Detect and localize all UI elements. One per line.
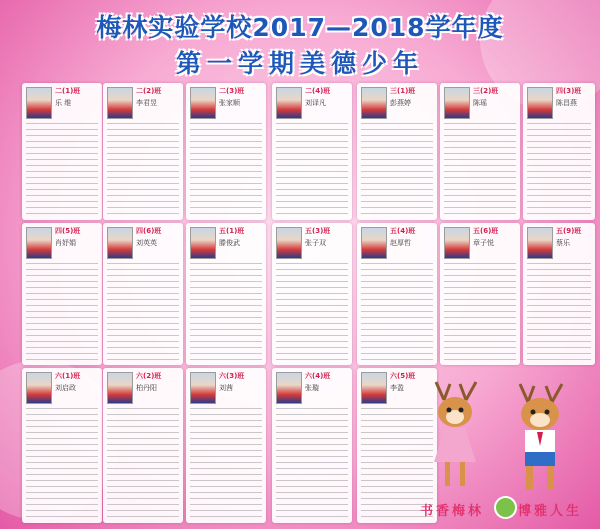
student-card xyxy=(186,368,266,523)
class-label: 三(2)班 xyxy=(473,87,499,95)
student-name: 章子悦 xyxy=(473,239,494,247)
student-photo xyxy=(190,227,216,259)
student-name: 蔡乐 xyxy=(556,239,570,247)
student-photo xyxy=(276,227,302,259)
student-name: 张璇 xyxy=(305,384,319,392)
student-name: 陈昌燕 xyxy=(556,99,577,107)
student-name: 李盈 xyxy=(390,384,404,392)
description-text-block xyxy=(26,123,98,216)
description-text-block xyxy=(276,123,348,216)
student-card xyxy=(22,223,102,365)
student-photo xyxy=(276,87,302,119)
class-label: 二(1)班 xyxy=(55,87,81,95)
student-name: 彭燕婷 xyxy=(390,99,411,107)
student-photo xyxy=(527,87,553,119)
student-card xyxy=(523,223,595,365)
student-photo xyxy=(527,227,553,259)
description-text-block xyxy=(444,123,516,216)
description-text-block xyxy=(190,123,262,216)
student-name: 柏丹阳 xyxy=(136,384,157,392)
student-photo xyxy=(361,87,387,119)
student-card xyxy=(440,83,520,220)
student-photo xyxy=(276,372,302,404)
student-name: 李君昱 xyxy=(136,99,157,107)
student-photo xyxy=(444,227,470,259)
class-label: 五(6)班 xyxy=(473,227,499,235)
student-name: 刘译凡 xyxy=(305,99,326,107)
page-subtitle: 第一学期美德少年 xyxy=(175,49,424,78)
description-text-block xyxy=(361,123,433,216)
student-name: 滕俊武 xyxy=(219,239,240,247)
student-photo xyxy=(26,227,52,259)
student-name: 乐 维 xyxy=(55,99,72,107)
class-label: 二(2)班 xyxy=(136,87,162,95)
student-card xyxy=(357,223,437,365)
class-label: 五(4)班 xyxy=(390,227,416,235)
student-photo xyxy=(190,87,216,119)
student-card xyxy=(272,223,352,365)
student-name: 陈瑶 xyxy=(473,99,487,107)
class-label: 六(4)班 xyxy=(305,372,331,380)
class-label: 六(3)班 xyxy=(219,372,245,380)
student-card xyxy=(272,83,352,220)
class-label: 五(1)班 xyxy=(219,227,245,235)
student-card xyxy=(440,223,520,365)
student-card xyxy=(103,223,183,365)
student-name: 刘茜 xyxy=(219,384,233,392)
class-label: 五(3)班 xyxy=(305,227,331,235)
description-text-block xyxy=(444,263,516,361)
description-text-block xyxy=(527,123,591,216)
student-card xyxy=(186,83,266,220)
description-text-block xyxy=(190,263,262,361)
class-label: 六(5)班 xyxy=(390,372,416,380)
student-photo xyxy=(107,227,133,259)
class-label: 六(1)班 xyxy=(55,372,81,380)
description-text-block xyxy=(107,263,179,361)
description-text-block xyxy=(26,408,98,519)
student-card xyxy=(357,83,437,220)
class-label: 四(5)班 xyxy=(55,227,81,235)
description-text-block xyxy=(107,408,179,519)
deer-girl-illustration xyxy=(434,382,476,486)
deer-boy-illustration xyxy=(520,384,562,490)
student-card xyxy=(22,83,102,220)
student-name: 刘英英 xyxy=(136,239,157,247)
class-label: 二(3)班 xyxy=(219,87,245,95)
student-card xyxy=(103,83,183,220)
student-photo xyxy=(107,372,133,404)
description-text-block xyxy=(276,263,348,361)
student-name: 肖妤娟 xyxy=(55,239,76,247)
student-card xyxy=(272,368,352,523)
description-text-block xyxy=(527,263,591,361)
student-card xyxy=(22,368,102,523)
student-card xyxy=(103,368,183,523)
student-photo xyxy=(190,372,216,404)
student-name: 张子双 xyxy=(305,239,326,247)
class-label: 四(6)班 xyxy=(136,227,162,235)
student-card xyxy=(523,83,595,220)
class-label: 六(2)班 xyxy=(136,372,162,380)
description-text-block xyxy=(190,408,262,519)
school-logo xyxy=(494,496,517,519)
student-photo xyxy=(361,227,387,259)
student-name: 赵厚哲 xyxy=(390,239,411,247)
student-photo xyxy=(107,87,133,119)
deer-mascot-illustration xyxy=(430,380,590,510)
description-text-block xyxy=(107,123,179,216)
student-photo xyxy=(444,87,470,119)
student-photo xyxy=(361,372,387,404)
student-card xyxy=(186,223,266,365)
class-label: 二(4)班 xyxy=(305,87,331,95)
class-label: 四(3)班 xyxy=(556,87,582,95)
student-photo xyxy=(26,87,52,119)
student-photo xyxy=(26,372,52,404)
school-slogan-left: 书香梅林 xyxy=(420,504,485,519)
description-text-block xyxy=(361,263,433,361)
class-label: 三(1)班 xyxy=(390,87,416,95)
page-title: 梅林实验学校2017—2018学年度 xyxy=(96,13,504,42)
student-name: 张家顺 xyxy=(219,99,240,107)
description-text-block xyxy=(26,263,98,361)
class-label: 五(9)班 xyxy=(556,227,582,235)
description-text-block xyxy=(276,408,348,519)
student-name: 刘启政 xyxy=(55,384,76,392)
school-slogan-right: 博雅人生 xyxy=(518,504,583,519)
